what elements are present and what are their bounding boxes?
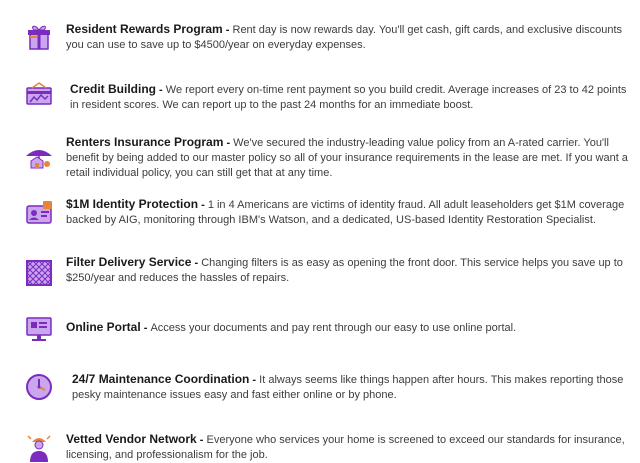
benefit-title: Resident Rewards Program bbox=[66, 22, 223, 36]
umbrella-house-icon bbox=[24, 142, 54, 172]
benefit-text: $1M Identity Protection - 1 in 4 Americans are victims of identity fraud. All adult leaseholders get $1M coverage backed by AIG, monitoring through IBM's Watson, and a dedicated, US-based Identity Restoration Specialist. bbox=[66, 197, 625, 226]
benefit-title: Renters Insurance Program bbox=[66, 135, 224, 149]
benefit-title: $1M Identity Protection bbox=[66, 197, 199, 211]
benefit-description: It always seems like things happen after hours. This makes reporting those pesky maintenance issues easy and fast either online or by phone. bbox=[72, 374, 624, 401]
benefit-title: Online Portal bbox=[66, 320, 141, 334]
benefit-description: Access your documents and pay rent through our easy to use online portal. bbox=[150, 322, 517, 334]
benefit-text: Online Portal - Access your documents and pay rent through our easy to use online portal. bbox=[66, 320, 517, 334]
benefit-title: 24/7 Maintenance Coordination bbox=[72, 372, 250, 386]
benefit-description: Rent day is now rewards day. You'll get cash, gift cards, and exclusive discounts you can use to save up to $4500/year on everyday expenses. bbox=[66, 24, 623, 51]
monitor-icon bbox=[24, 314, 54, 344]
benefit-text: 24/7 Maintenance Coordination - It always seems like things happen after hours. This makes reporting those pesky maintenance issues easy and fast either online or by phone. bbox=[72, 372, 624, 401]
benefit-text: Vetted Vendor Network - Everyone who services your home is screened to exceed our standards for insurance, licensing, and professionalism for the job. bbox=[66, 432, 625, 461]
benefit-title: Vetted Vendor Network bbox=[66, 432, 197, 446]
benefit-text: Credit Building - We report every on-time rent payment so you build credit. Average increases of 23 to 42 points in resident scores. We can report up to the past 24 months for an immediate boost. bbox=[70, 82, 627, 111]
worker-icon bbox=[24, 432, 54, 462]
benefit-description: Everyone who services your home is screened to exceed our standards for insurance, licensing, and professionalism for the job. bbox=[66, 434, 625, 461]
benefit-description: 1 in 4 Americans are victims of identity fraud. All adult leaseholders get $1M coverage backed by AIG, monitoring through IBM's Watson, and a dedicated, US-based Identity Restoration Specialist. bbox=[66, 199, 625, 226]
benefit-description: Changing filters is as easy as opening the front door. This service helps you save up to $250/year and reduces the hassles of repairs. bbox=[66, 257, 623, 284]
benefit-text: Filter Delivery Service - Changing filters is as easy as opening the front door. This service helps you save up to $250/year and reduces the hassles of repairs. bbox=[66, 255, 623, 284]
benefit-title: Filter Delivery Service bbox=[66, 255, 192, 269]
gift-icon bbox=[24, 22, 54, 52]
benefit-description: We report every on-time rent payment so you build credit. Average increases of 23 to 42 points in resident scores. We can report up to the past 24 months for an immediate boost. bbox=[70, 84, 627, 111]
id-lock-icon bbox=[24, 198, 54, 228]
benefit-text: Resident Rewards Program - Rent day is now rewards day. You'll get cash, gift cards, and exclusive discounts you can use to save up to $4500/year on everyday expenses. bbox=[66, 22, 623, 51]
clock-icon bbox=[24, 372, 54, 402]
credit-card-icon bbox=[24, 80, 54, 110]
benefit-title: Credit Building bbox=[70, 82, 156, 96]
benefit-text: Renters Insurance Program - We've secured the industry-leading value policy from an A-rated carrier. You'll benefit by being added to our master policy so all of your insurance requirements in the lease are met. If you want a retail individual policy, you can still get that at any time. bbox=[66, 135, 628, 179]
benefit-description: We've secured the industry-leading value policy from an A-rated carrier. You'll benefit by being added to our master policy so all of your insurance requirements in the lease are met. If you want a retail individual policy, you can still get that at any time. bbox=[66, 137, 628, 179]
filter-grid-icon bbox=[24, 258, 54, 288]
